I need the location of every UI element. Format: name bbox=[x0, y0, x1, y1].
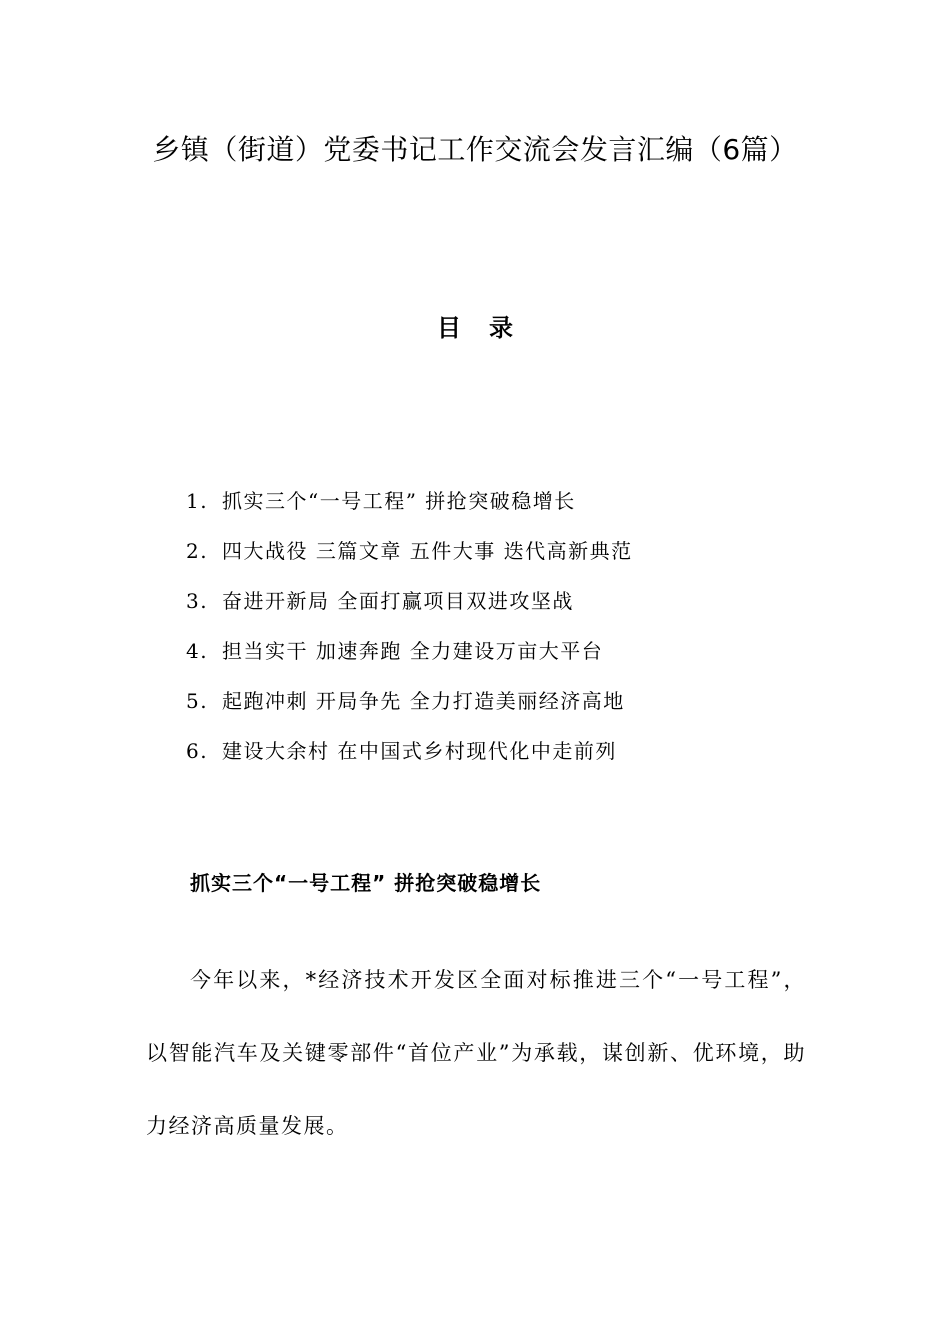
toc-item bbox=[186, 734, 633, 784]
toc-item-text: 奋进开新局 全面打赢项目双进攻坚战 bbox=[222, 589, 574, 613]
toc-item-text: 建设大余村 在中国式乡村现代化中走前列 bbox=[222, 739, 617, 763]
toc-item-text: 四大战役 三篇文章 五件大事 迭代高新典范 bbox=[222, 539, 633, 563]
section-heading: 抓实三个“一号工程” 拼抢突破稳增长 bbox=[190, 871, 542, 895]
toc-item-text: 抓实三个“一号工程” 拼抢突破稳增长 bbox=[222, 489, 576, 513]
toc-item-number: 4. bbox=[186, 639, 209, 663]
toc-item bbox=[186, 634, 633, 684]
document-title: 乡镇（街道）党委书记工作交流会发言汇编（6篇） bbox=[152, 133, 798, 166]
toc-item-number: 1. bbox=[186, 489, 209, 513]
toc-item bbox=[186, 684, 633, 734]
toc-item-text: 担当实干 加速奔跑 全力建设万亩大平台 bbox=[222, 639, 604, 663]
toc-item-number: 5. bbox=[186, 689, 209, 713]
table-of-contents bbox=[186, 484, 633, 784]
toc-item bbox=[186, 534, 633, 584]
toc-item-number: 3. bbox=[186, 589, 209, 613]
toc-item-number: 2. bbox=[186, 539, 209, 563]
toc-item bbox=[186, 484, 633, 534]
toc-item-text: 起跑冲刺 开局争先 全力打造美丽经济高地 bbox=[222, 689, 625, 713]
section-paragraph: 今年以来，*经济技术开发区全面对标推进三个“一号工程”，以智能汽车及关键零部件“首位产业”为承载，谋创新、优环境，助力经济高质量发展。 bbox=[146, 968, 806, 1138]
toc-item bbox=[186, 584, 633, 634]
toc-item-number: 6. bbox=[186, 739, 209, 763]
toc-heading: 目录 bbox=[437, 314, 541, 342]
